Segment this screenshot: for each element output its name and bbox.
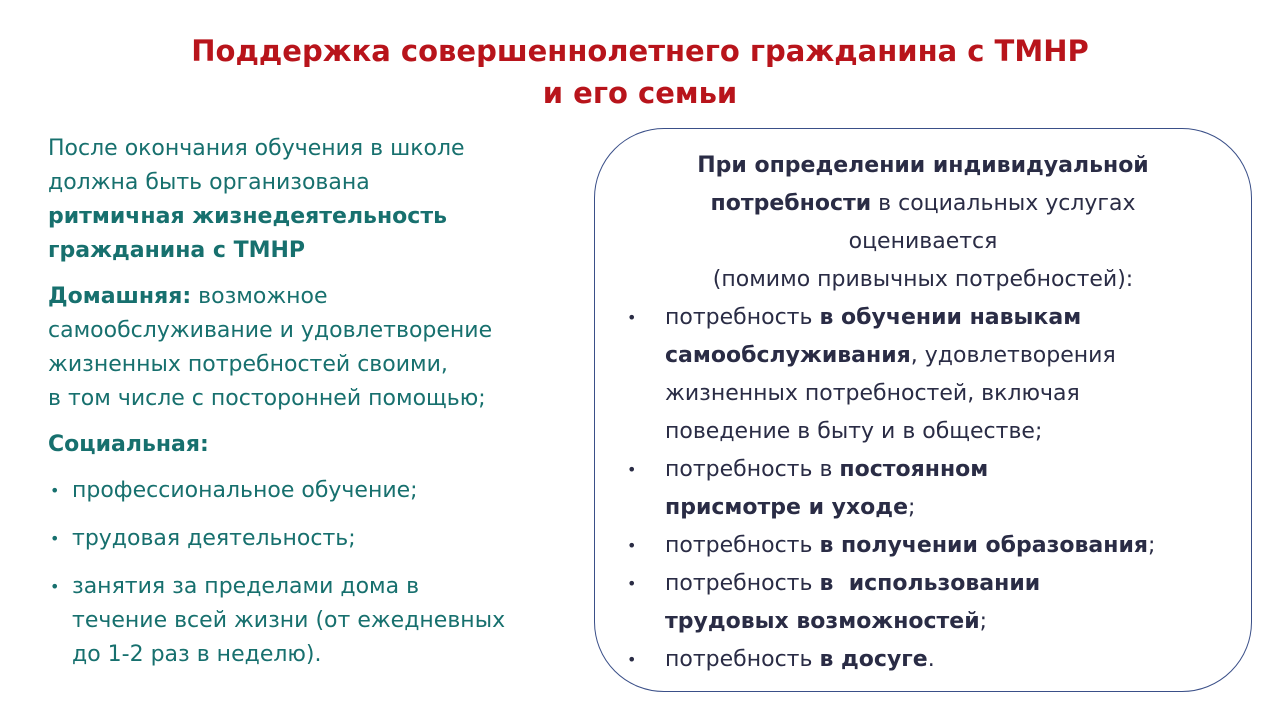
item-pre: потребность — [665, 305, 820, 330]
panel-heading-line-4: (помимо привычных потребностей): — [712, 267, 1134, 292]
home-text-2: самообслуживание и удовлетворение — [48, 318, 493, 343]
item-bold: в использовании — [819, 571, 1041, 596]
list-item-text: течение всей жизни (от ежедневных — [72, 608, 506, 633]
intro-line-1: После окончания обучения в школе — [48, 136, 465, 161]
list-item-line: поведение в быту и в обществе; — [665, 419, 1043, 444]
slide-title — [0, 30, 1280, 114]
panel-heading — [635, 147, 1211, 299]
panel-heading-text: в социальных услугах — [871, 191, 1136, 216]
list-item-line — [665, 489, 1233, 527]
list-item-line — [665, 565, 1233, 603]
home-text-1: возможное — [191, 284, 328, 309]
item-pre: потребность в — [665, 457, 840, 482]
item-pre: потребность — [665, 533, 820, 558]
social-list — [48, 474, 588, 672]
bullet-icon: • — [50, 529, 60, 548]
home-text-4: в том числе с посторонней помощью; — [48, 386, 486, 411]
panel-heading-line-3: оценивается — [848, 229, 998, 254]
list-item-line — [665, 299, 1233, 337]
social-label: Социальная: — [48, 432, 209, 457]
intro-line-2: должна быть организована — [48, 170, 370, 195]
bullet-icon: • — [627, 574, 637, 593]
slide-title-line-1: Поддержка совершеннолетнего гражданина с ТМНР — [191, 34, 1089, 68]
item-post: ; — [979, 609, 988, 634]
social-paragraph — [48, 428, 588, 462]
list-item-text: трудовая деятельность; — [72, 526, 356, 551]
list-item-line — [665, 527, 1233, 565]
list-item-line — [665, 337, 1233, 375]
bullet-icon: • — [50, 481, 60, 500]
list-item-text: профессиональное обучение; — [72, 478, 418, 503]
home-paragraph — [48, 280, 588, 416]
list-item — [623, 299, 1233, 451]
list-item-text: до 1-2 раз в неделю). — [72, 642, 322, 667]
item-bold: в обучении навыкам — [819, 305, 1082, 330]
list-item-line: жизненных потребностей, включая — [665, 381, 1080, 406]
item-post: ; — [1148, 533, 1156, 558]
item-bold: в получении образования — [819, 533, 1148, 558]
list-item — [623, 527, 1233, 565]
item-bold: присмотре и уходе — [665, 495, 908, 520]
panel-heading-bold: потребности — [710, 191, 872, 216]
left-column — [48, 132, 588, 686]
item-bold: постоянном — [839, 457, 989, 482]
bullet-icon: • — [50, 577, 60, 596]
list-item — [48, 474, 588, 508]
needs-panel — [594, 128, 1252, 692]
panel-heading-line-2 — [635, 185, 1211, 223]
panel-heading-line-1: При определении индивидуальной — [697, 153, 1149, 178]
item-bold: самообслуживания — [665, 343, 911, 368]
item-bold: трудовых возможностей — [665, 609, 980, 634]
item-pre: потребность — [665, 571, 820, 596]
list-item — [623, 641, 1233, 679]
item-bold: в досуге — [819, 647, 928, 672]
needs-list — [623, 299, 1233, 679]
bullet-icon: • — [627, 308, 637, 327]
intro-bold-line-2: гражданина с ТМНР — [48, 238, 306, 263]
list-item — [623, 451, 1233, 527]
intro-bold-line-1: ритмичная жизнедеятельность — [48, 204, 447, 229]
list-item-line — [665, 451, 1233, 489]
list-item-text: занятия за пределами дома в — [72, 574, 420, 599]
home-text-3: жизненных потребностей своими, — [48, 352, 448, 377]
intro-paragraph — [48, 132, 588, 268]
item-post: , удовлетворения — [910, 343, 1116, 368]
bullet-icon: • — [627, 650, 637, 669]
bullet-icon: • — [627, 536, 637, 555]
list-item-line — [665, 641, 1233, 679]
list-item-line — [665, 603, 1233, 641]
item-pre: потребность — [665, 647, 820, 672]
bullet-icon: • — [627, 460, 637, 479]
list-item — [623, 565, 1233, 641]
item-post: ; — [908, 495, 916, 520]
item-post: . — [927, 647, 935, 672]
slide-title-line-2: и его семьи — [542, 76, 738, 110]
home-label: Домашняя: — [48, 284, 192, 309]
list-item — [48, 570, 588, 672]
list-item — [48, 522, 588, 556]
